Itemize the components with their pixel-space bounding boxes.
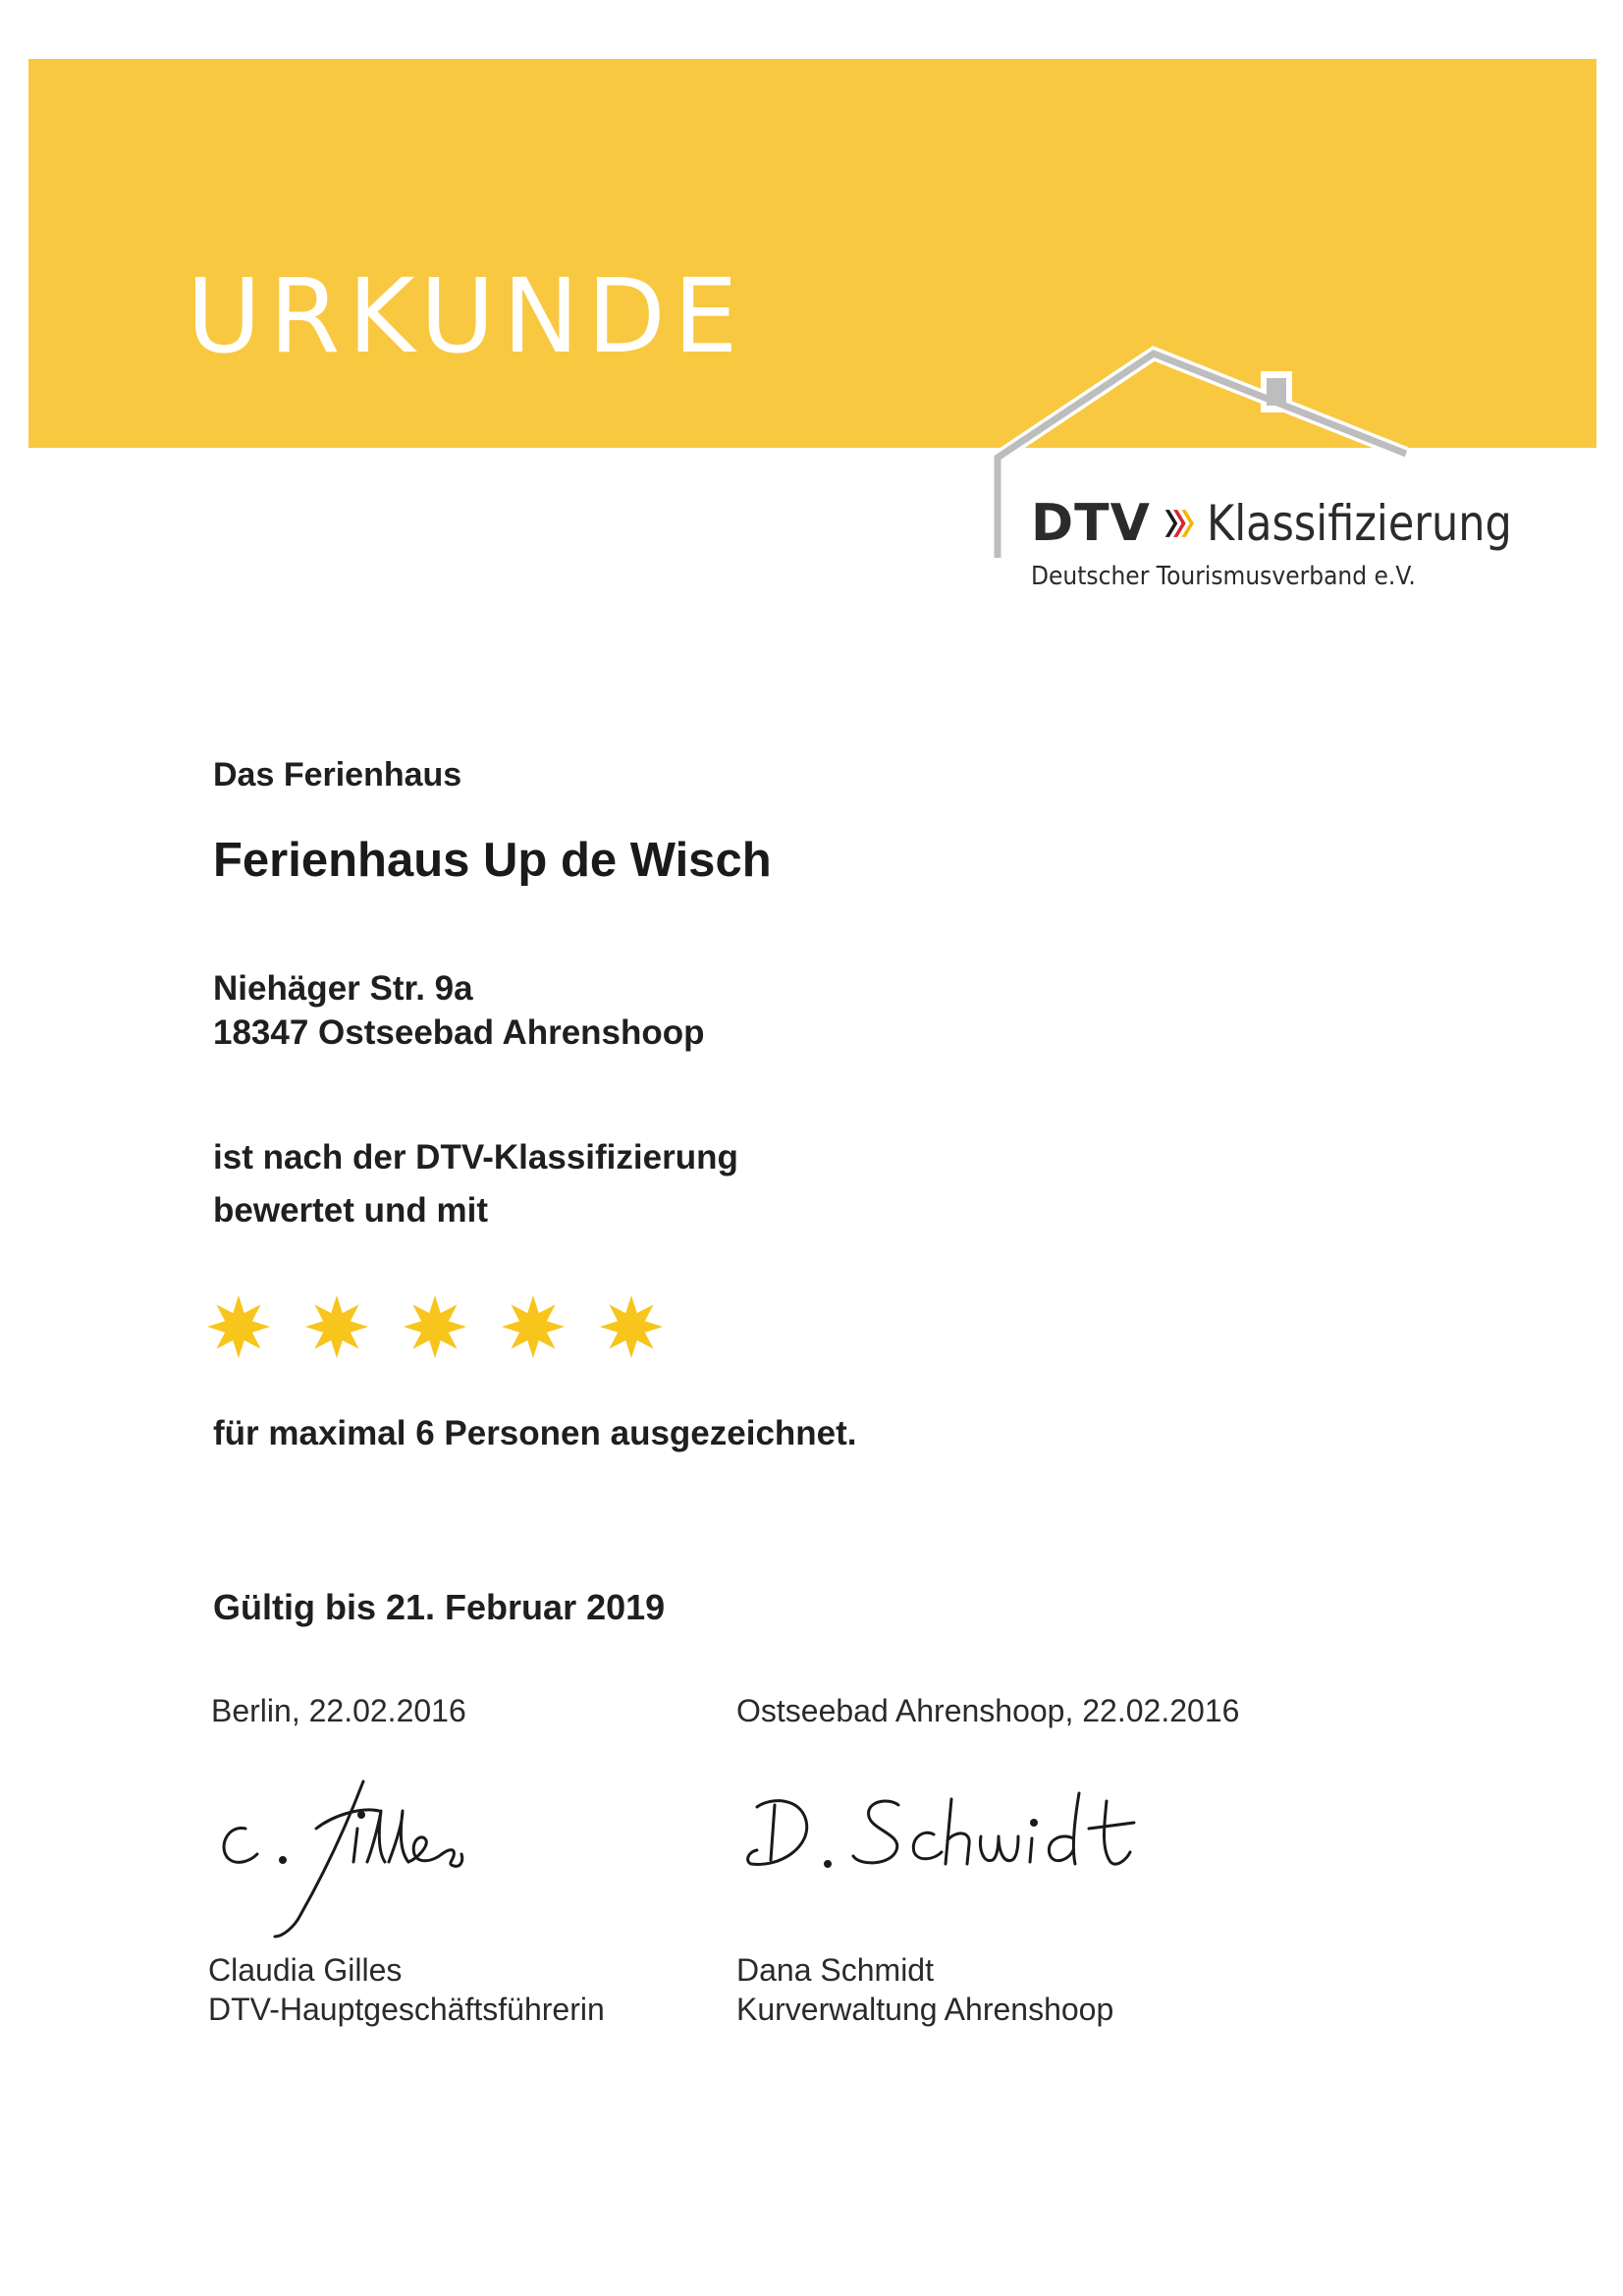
award-line: für maximal 6 Personen ausgezeichnet. xyxy=(213,1414,857,1452)
address-street: Niehäger Str. 9a xyxy=(213,969,473,1008)
star-rating xyxy=(206,1294,664,1359)
signature-schmidt xyxy=(741,1777,1203,1905)
signature-gilles xyxy=(206,1768,579,1944)
property-name: Ferienhaus Up de Wisch xyxy=(213,834,772,887)
address-block xyxy=(213,966,705,1055)
valid-until: Gültig bis 21. Februar 2019 xyxy=(213,1587,666,1627)
logo-brand: DTV xyxy=(1031,494,1151,553)
intro-text: Das Ferienhaus xyxy=(213,756,462,793)
rating-line-2: bewertet und mit xyxy=(213,1191,489,1230)
signer-left-name: Claudia Gilles xyxy=(208,1952,403,1988)
star-icon xyxy=(206,1294,271,1359)
rating-statement xyxy=(213,1131,738,1237)
header-banner xyxy=(28,59,1596,448)
address-city: 18347 Ostseebad Ahrenshoop xyxy=(213,1013,705,1052)
place-date-left: Berlin, 22.02.2016 xyxy=(211,1693,466,1728)
chevrons-icon xyxy=(1163,498,1197,549)
signer-right-title: Kurverwaltung Ahrenshoop xyxy=(736,1992,1114,2027)
star-icon xyxy=(501,1294,566,1359)
signer-right xyxy=(736,1950,1113,2029)
star-icon xyxy=(403,1294,467,1359)
signer-left-title: DTV-Hauptgeschäftsführerin xyxy=(208,1992,605,2027)
dtv-logo xyxy=(1031,489,1561,591)
document-title: URKUNDE xyxy=(187,256,746,376)
signer-right-name: Dana Schmidt xyxy=(736,1952,934,1988)
star-icon xyxy=(599,1294,664,1359)
signer-left xyxy=(208,1950,605,2029)
rating-line-1: ist nach der DTV-Klassifizierung xyxy=(213,1138,738,1176)
logo-subtitle: Deutscher Tourismusverband e.V. xyxy=(1031,562,1416,591)
place-date-right: Ostseebad Ahrenshoop, 22.02.2016 xyxy=(736,1693,1240,1728)
star-icon xyxy=(304,1294,369,1359)
logo-word: Klassifizierung xyxy=(1206,495,1512,552)
